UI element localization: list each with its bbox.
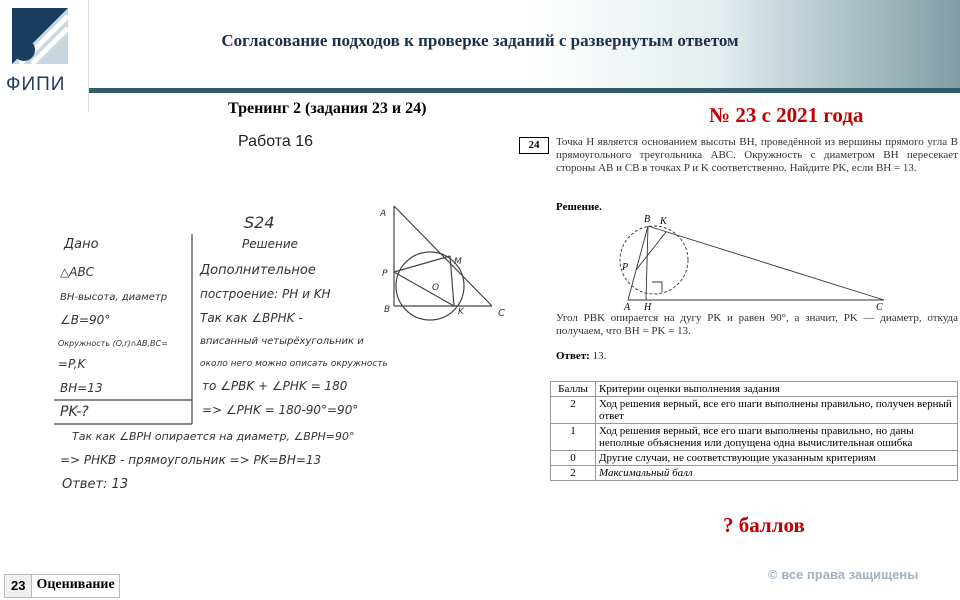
hw-label-c: C bbox=[498, 308, 505, 319]
hw-label-m: M bbox=[454, 257, 462, 267]
criteria-score: 1 bbox=[551, 424, 596, 451]
fig-label-h: H bbox=[644, 302, 652, 310]
handwritten-solution bbox=[52, 200, 532, 500]
hw-label-p: P bbox=[382, 269, 388, 279]
header-divider bbox=[88, 88, 960, 93]
hw-label-b: B bbox=[384, 305, 391, 315]
criteria-score: 2 bbox=[551, 466, 596, 481]
hw-bottom-line: => PHKB - прямоугольник => PK=BH=13 bbox=[60, 453, 322, 467]
criteria-text: Максимальный балл bbox=[596, 466, 958, 481]
task-statement: Точка H является основанием высоты BH, проведённой из вершины прямого угла B прямоугольного треугольника ABC. Окружность с диаметром BH пересекает стороны AB и CB в точках P и K соответственно. Найдите PK, если BH = 13. bbox=[556, 136, 958, 174]
answer-line bbox=[556, 350, 606, 362]
hw-solution-line: то ∠PBK + ∠PHK = 180 bbox=[202, 379, 348, 393]
hw-bottom-line: Так как ∠BPH опирается на диаметр, ∠BPH=90° bbox=[72, 430, 355, 443]
hw-solution-line: Дополнительное bbox=[200, 263, 316, 278]
hw-given-line: Окружность (O,r)∩AB,BC= bbox=[58, 339, 168, 348]
criteria-text: Ход решения верный, все его шаги выполнены правильно, получен верный ответ bbox=[596, 397, 958, 424]
hw-given-line: BH=13 bbox=[60, 381, 103, 395]
hw-solution-line: около него можно описать окружность bbox=[200, 359, 388, 369]
score-label: ? баллов bbox=[723, 513, 805, 537]
hw-bottom-line: Ответ: 13 bbox=[62, 477, 129, 492]
solution-heading: Решение. bbox=[556, 201, 602, 213]
task-year-label: № 23 с 2021 года bbox=[709, 103, 864, 127]
answer-value: 13. bbox=[592, 350, 607, 362]
criteria-score: 2 bbox=[551, 397, 596, 424]
fig-label-b: B bbox=[644, 214, 651, 225]
hw-label-k: K bbox=[458, 307, 464, 317]
hw-label-o: O bbox=[432, 283, 440, 293]
work-label: Работа 16 bbox=[238, 133, 314, 150]
hw-given-line: BH-высота, диаметр bbox=[60, 292, 168, 303]
hw-solution-heading: Решение bbox=[242, 237, 299, 251]
table-row bbox=[551, 424, 958, 451]
hw-solution-line: построение: PH и KH bbox=[200, 287, 331, 301]
hw-given-line: =P,K bbox=[58, 357, 86, 371]
criteria-text: Ход решения верный, все его шаги выполнены правильно, но даны неполные объяснения или допущена одна вычислительная ошибка bbox=[596, 424, 958, 451]
fig-label-k: K bbox=[660, 216, 667, 227]
criteria-score: 0 bbox=[551, 451, 596, 466]
table-row bbox=[551, 466, 958, 481]
hw-solution-line: вписанный четырёхугольник и bbox=[200, 336, 364, 347]
hw-given-heading: Дано bbox=[64, 237, 99, 252]
hw-solution-line: => ∠PHK = 180-90°=90° bbox=[202, 403, 359, 417]
table-header-row bbox=[551, 382, 958, 397]
fig-label-a: A bbox=[624, 302, 631, 310]
answer-label: Ответ: bbox=[556, 350, 590, 362]
hw-given-line: PK-? bbox=[60, 404, 89, 420]
section-label: Оценивание bbox=[36, 577, 115, 592]
criteria-table bbox=[550, 381, 958, 481]
hw-solution-line: Так как ∠BPHK - bbox=[200, 311, 303, 325]
fig-label-c: C bbox=[876, 302, 883, 310]
hw-figure bbox=[394, 206, 492, 320]
column-header: Критерии оценки выполнения задания bbox=[596, 382, 958, 397]
footer-bar bbox=[4, 574, 120, 598]
page-title: Согласование подходов к проверке заданий с развернутым ответом bbox=[221, 31, 739, 50]
logo-text: ФИПИ bbox=[6, 74, 66, 95]
hw-given-line: ∠B=90° bbox=[60, 313, 111, 327]
task-figure bbox=[614, 212, 914, 310]
solution-text: Угол PBK опирается на дугу PK и равен 90°, а значит, PK — диаметр, откуда получаем, что BH = PK = 13. bbox=[556, 312, 958, 337]
table-row bbox=[551, 451, 958, 466]
page-number: 23 bbox=[5, 575, 32, 597]
fig-label-p: P bbox=[622, 262, 629, 273]
hw-label-a: A bbox=[380, 209, 387, 219]
table-row bbox=[551, 397, 958, 424]
hw-given-line: △ABC bbox=[60, 265, 95, 279]
hw-title: S24 bbox=[244, 213, 275, 232]
task-number-box: 24 bbox=[519, 137, 549, 154]
column-header: Баллы bbox=[551, 382, 596, 397]
training-title: Тренинг 2 (задания 23 и 24) bbox=[228, 100, 427, 117]
fipi-logo bbox=[0, 0, 89, 112]
criteria-text: Другие случаи, не соответствующие указанным критериям bbox=[596, 451, 958, 466]
copyright-text: © все права защищены bbox=[768, 567, 919, 582]
